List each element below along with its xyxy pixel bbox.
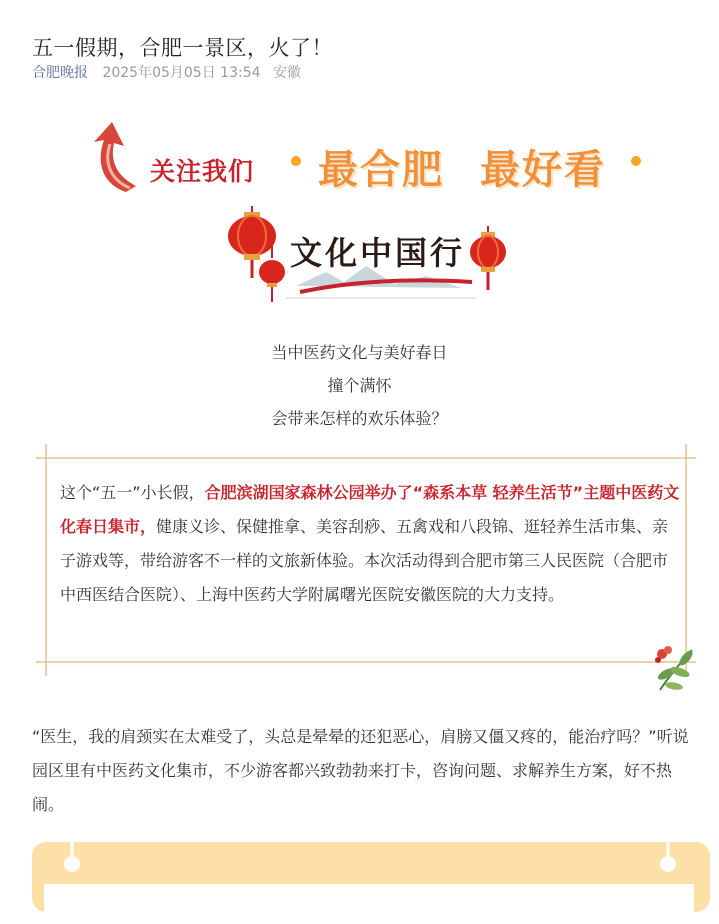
event-description — [60, 476, 680, 612]
separator-dot — [291, 156, 301, 166]
publish-location: 安徽 — [272, 65, 301, 81]
description-body: 健康义诊、保健推拿、美容刮痧、五禽戏和八段锦、逛轻养生活市集、亲子游戏等，带给游客不一样的文旅新体验。本次活动得到合肥市第三人民医院（合肥市中西医结合医院）、上海中医药大学附属曙光医院安徽医院的大力支持。 — [60, 517, 669, 604]
intro-line: 当中医药文化与美好春日 — [271, 343, 448, 362]
slogan-zui-hefei: 最合肥 — [318, 147, 444, 193]
article-meta — [32, 62, 301, 82]
intro-line: 会带来怎样的欢乐体验？ — [271, 409, 448, 428]
culture-china-logo — [226, 206, 508, 306]
up-arrow-icon — [86, 118, 148, 196]
description-highlight: 合肥滨湖国家森林公园举办了“森系本草 轻养生活节”主题中医药文化春日集市， — [60, 483, 680, 536]
publish-date: 2025年05月05日 13:54 — [102, 65, 261, 81]
intro-line: 撞个满怀 — [327, 376, 392, 395]
follow-banner[interactable] — [86, 118, 656, 198]
article-paragraph: “医生，我的肩颈实在太难受了，头总是晕晕的还犯恶心，肩膀又僵又疼的，能治疗吗？”听说园区里有中医药文化集市，不少游客都兴致勃勃来打卡，咨询问题、求解养生方案，好不热闹。 — [32, 727, 689, 814]
slogan-zui-haokan: 最好看 — [480, 147, 606, 193]
description-lead: 这个“五一”小长假， — [60, 483, 205, 502]
logo-calligraphy: 文化中国行 — [290, 234, 466, 272]
separator-dot — [631, 156, 641, 166]
flower-icon — [652, 642, 700, 694]
pin-icon — [32, 842, 710, 882]
article-title: 五一假期，合肥一景区，火了！ — [32, 36, 333, 61]
event-photo — [44, 884, 694, 924]
follow-us-text: 关注我们 — [150, 157, 255, 186]
intro-lines — [0, 338, 719, 437]
photo-card — [32, 842, 710, 912]
source-link[interactable]: 合肥晚报 — [32, 65, 88, 81]
highlight-box — [38, 446, 692, 678]
